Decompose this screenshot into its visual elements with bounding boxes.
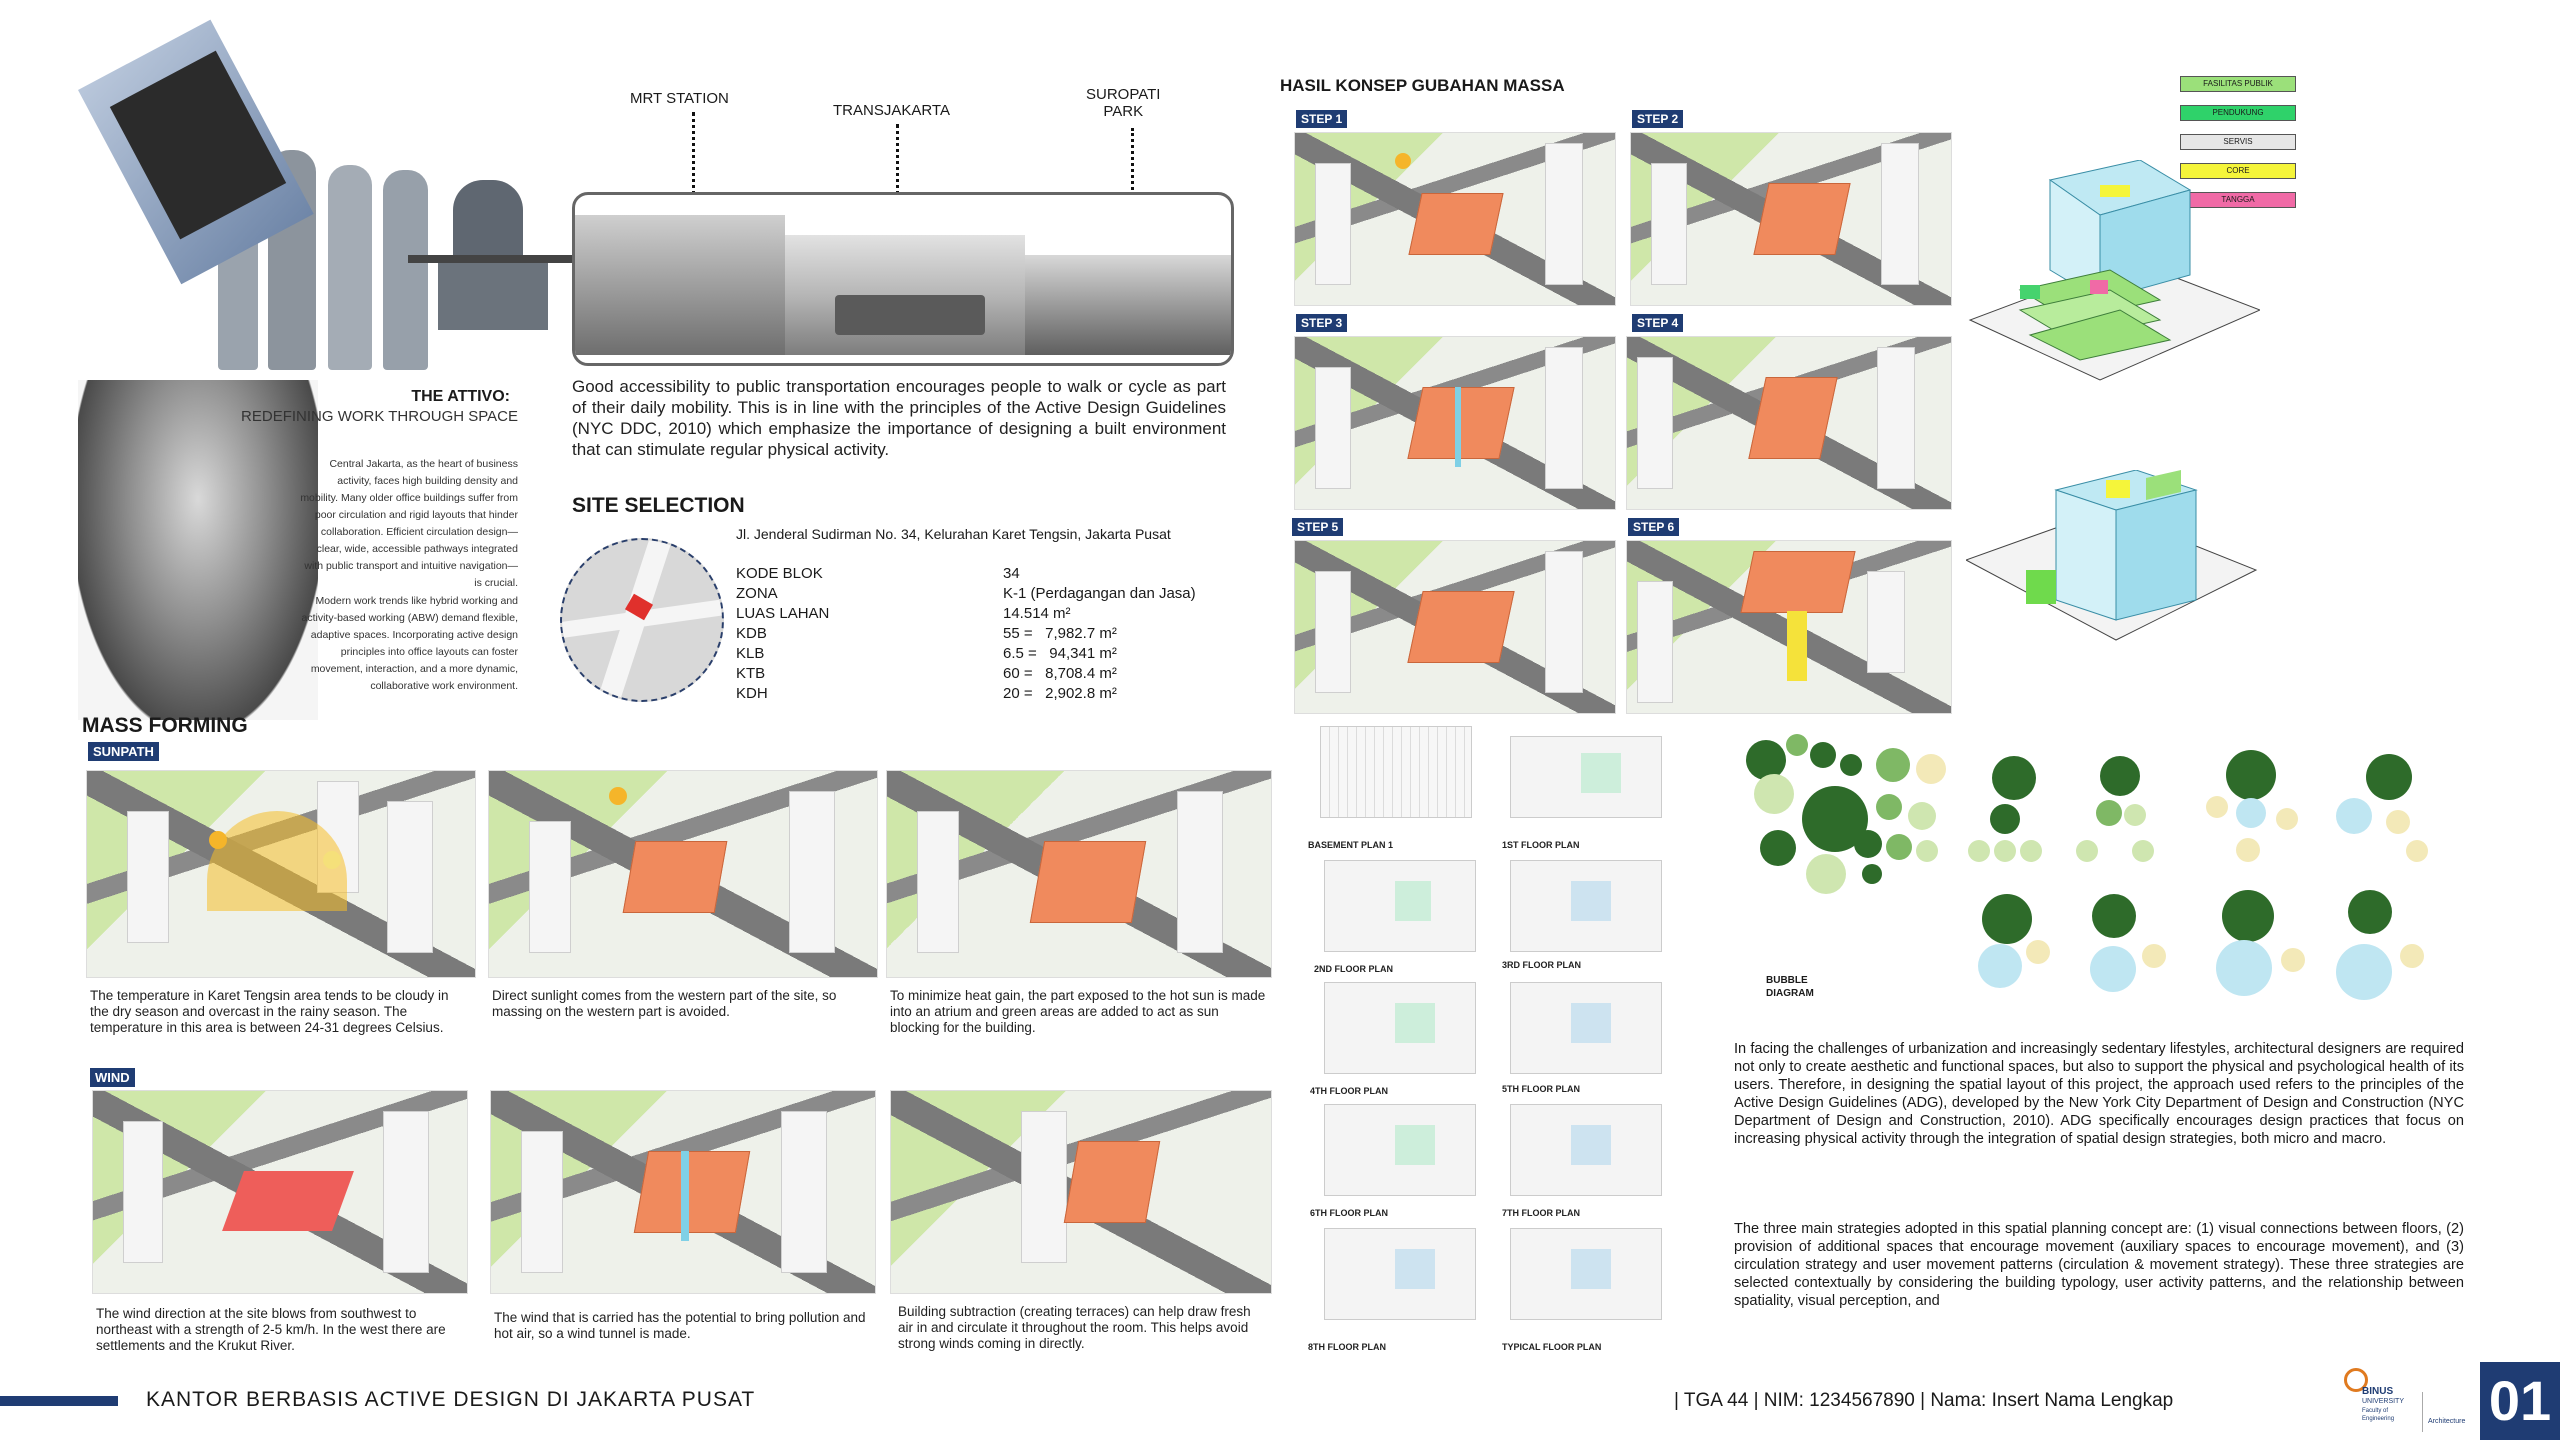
- step-1-diagram: [1294, 132, 1616, 306]
- floor-plan-typical: [1510, 1228, 1662, 1320]
- bubble-diagram-label: BUBBLE DIAGRAM: [1766, 975, 1814, 999]
- floor-plan-1st: [1510, 736, 1662, 818]
- legend-item: CORE: [2180, 163, 2296, 179]
- site-selection-heading: SITE SELECTION: [572, 494, 745, 517]
- site-data-table: [736, 564, 1256, 704]
- floor-plan-label: TYPICAL FLOOR PLAN: [1502, 1342, 1602, 1352]
- floor-plan-label: 4TH FLOOR PLAN: [1310, 1086, 1388, 1096]
- floor-plan-8th: [1324, 1228, 1476, 1320]
- wind-diagram-3: [890, 1090, 1272, 1294]
- floor-plan-4th: [1324, 982, 1476, 1074]
- attivo-title: THE ATTIVO:: [411, 388, 510, 405]
- attivo-para2: Modern work trends like hybrid working and activity-based working (ABW) demand flexible, adaptive spaces. Incorporating active design principles into office layouts can foster movement, interaction, and a more dynamic, collaborative work environment.: [301, 595, 518, 692]
- site-row: ZONA K-1 (Perdagangan dan Jasa): [736, 585, 1196, 602]
- wind-caption-2: The wind that is carried has the potential to bring pollution and hot air, so a wind tunnel is made.: [494, 1310, 866, 1341]
- step-3-tab: STEP 3: [1296, 314, 1347, 332]
- logo-line: UNIVERSITY: [2362, 1398, 2405, 1405]
- floor-plan-2nd: [1324, 860, 1476, 952]
- konsep-heading: HASIL KONSEP GUBAHAN MASSA: [1280, 76, 1565, 95]
- department-label: Architecture: [2428, 1418, 2466, 1425]
- site-row: KTB 60 = 8,708.4 m²: [736, 665, 1117, 682]
- footer-title: KANTOR BERBASIS ACTIVE DESIGN DI JAKARTA PUSAT: [146, 1388, 756, 1411]
- wind-caption-1: The wind direction at the site blows from southwest to northeast with a strength of 2-5 km/h. In the west there are settlements and the Krukut River.: [96, 1306, 446, 1353]
- floor-plan-5th: [1510, 982, 1662, 1074]
- floor-plan-label: 5TH FLOOR PLAN: [1502, 1084, 1580, 1094]
- floor-plan-label: BASEMENT PLAN 1: [1308, 840, 1394, 850]
- legend-item: PENDUKUNG: [2180, 105, 2296, 121]
- assembled-axonometric: [1966, 470, 2266, 670]
- wind-diagram-1: [92, 1090, 468, 1294]
- floor-plan-label: 7TH FLOOR PLAN: [1502, 1208, 1580, 1218]
- bus: [835, 295, 985, 335]
- attivo-para1: Central Jakarta, as the heart of business activity, faces high building density and mobility. Many older office buildings suffer from poor circulation and rigid layouts that hinder collaboration. Efficient circulation design—clear, wide, accessible pathways integrated with public transport and intuitive navigation—is crucial.: [300, 458, 518, 589]
- site-row: KDH 20 = 2,902.8 m²: [736, 685, 1117, 702]
- transit-label-mrt: MRT STATION: [630, 90, 729, 107]
- legend-item: SERVIS: [2180, 134, 2296, 150]
- step-1-tab: STEP 1: [1296, 110, 1347, 128]
- mrt-photo: [575, 215, 785, 355]
- sunpath-diagram-3: [886, 770, 1272, 978]
- sunpath-tab: SUNPATH: [88, 742, 159, 761]
- site-row: KLB 6.5 = 94,341 m²: [736, 645, 1117, 662]
- step-4-tab: STEP 4: [1632, 314, 1683, 332]
- legend-item: FASILITAS PUBLIK: [2180, 76, 2296, 92]
- wind-diagram-2: [490, 1090, 876, 1294]
- wind-caption-3: Building subtraction (creating terraces) can help draw fresh air in and circulate it throughout the room. This helps avoid strong winds coming in directly.: [898, 1304, 1251, 1351]
- floor-plan-7th: [1510, 1104, 1662, 1196]
- step-6-tab: STEP 6: [1628, 518, 1679, 536]
- sunpath-caption-3: To minimize heat gain, the part exposed to the hot sun is made into an atrium and green areas are added to act as sun blocking for the building.: [890, 988, 1266, 1035]
- floor-plan-label: 1ST FLOOR PLAN: [1502, 840, 1580, 850]
- sunpath-caption-2: Direct sunlight comes from the western part of the site, so massing on the western part is avoided.: [492, 988, 837, 1019]
- step-2-tab: STEP 2: [1632, 110, 1683, 128]
- floor-plan-grid: [1296, 720, 1692, 1360]
- logo-line: BINUS: [2362, 1386, 2394, 1397]
- step-3-diagram: [1294, 336, 1616, 510]
- site-row: KDB 55 = 7,982.7 m²: [736, 625, 1117, 642]
- park-photo: [1025, 255, 1234, 355]
- bubble-diagram: [1736, 730, 2476, 1010]
- footer-info: | TGA 44 | NIM: 1234567890 | Nama: Insert Nama Lengkap: [1674, 1390, 2174, 1411]
- page-number: 01: [2488, 1369, 2552, 1432]
- wind-tab: WIND: [90, 1068, 135, 1087]
- sunpath-caption-1: The temperature in Karet Tengsin area tends to be cloudy in the dry season and overcast in the rainy season. The temperature in this area is between 24-31 degrees Celsius.: [90, 988, 449, 1035]
- floor-plan-basement-1: [1320, 726, 1472, 818]
- logo-line: Faculty of: [2362, 1408, 2389, 1414]
- logo-divider: [2422, 1392, 2423, 1432]
- body-paragraph-2: The three main strategies adopted in this spatial planning concept are: (1) visual connections between floors, (2) provision of additional spaces that encourage movement (auxiliary spaces to encourage movement), and (3) circulation strategy and user movement patterns (circulation & movement strategy). These three strategies are selected contextually by considering the building typology, user activity patterns, and the relationship between spatiality, visual perception, and: [1734, 1221, 2464, 1309]
- site-address: Jl. Jenderal Sudirman No. 34, Kelurahan Karet Tengsin, Jakarta Pusat: [736, 526, 1171, 542]
- sunpath-diagram-1: [86, 770, 476, 978]
- page-number-badge: [2480, 1362, 2560, 1440]
- step-6-diagram: [1626, 540, 1952, 714]
- body-paragraph-1: In facing the challenges of urbanization and increasingly sedentary lifestyles, architectural designers are required not only to create aesthetic and functional spaces, but also to support the physical and psychological health of its users. Therefore, in designing the spatial layout of this project, the approach used refers to the principles of the Active Design Guidelines (ADG), developed by the New York City Department of Design and Construction (NYC Department of Design and Construction, 2010). ADG specifically encourages design practices that focus on increasing physical activity through the integration of spatial design strategies, both micro and macro.: [1734, 1041, 2464, 1147]
- site-row: KODE BLOK 34: [736, 565, 1020, 582]
- binus-logo: [2334, 1368, 2418, 1434]
- logo-line: Engineering: [2362, 1416, 2395, 1422]
- legend-item: TANGGA: [2180, 192, 2296, 208]
- transit-photo-frame: [572, 192, 1234, 366]
- step-5-diagram: [1294, 540, 1616, 714]
- transit-label-suropati: SUROPATI PARK: [1086, 86, 1161, 120]
- floor-plan-6th: [1324, 1104, 1476, 1196]
- footer-accent-bar: [0, 1396, 118, 1406]
- floor-plan-label: 8TH FLOOR PLAN: [1308, 1342, 1386, 1352]
- transit-label-transjakarta: TRANSJAKARTA: [833, 102, 950, 119]
- step-2-diagram: [1630, 132, 1952, 306]
- floor-plan-3rd: [1510, 860, 1662, 952]
- step-5-tab: STEP 5: [1292, 518, 1343, 536]
- floor-plan-label: 2ND FLOOR PLAN: [1314, 964, 1394, 974]
- attivo-subtitle: REDEFINING WORK THROUGH SPACE: [241, 408, 518, 425]
- man-portrait: [78, 380, 318, 720]
- site-map: [560, 538, 724, 702]
- site-row: LUAS LAHAN 14.514 m²: [736, 605, 1071, 622]
- transit-paragraph: Good accessibility to public transportation encourages people to walk or cycle as part of their daily mobility. This is in line with the principles of the Active Design Guidelines (NYC DDC, 2010) which emphasize the importance of designing a built environment that can stimulate regular physical activity.: [572, 377, 1226, 459]
- sunpath-diagram-2: [488, 770, 878, 978]
- mass-forming-heading: MASS FORMING: [82, 714, 248, 737]
- floor-plan-label: 6TH FLOOR PLAN: [1310, 1208, 1388, 1218]
- step-4-diagram: [1626, 336, 1952, 510]
- exploded-axonometric: [1960, 160, 2260, 420]
- floor-plan-label: 3RD FLOOR PLAN: [1502, 960, 1582, 970]
